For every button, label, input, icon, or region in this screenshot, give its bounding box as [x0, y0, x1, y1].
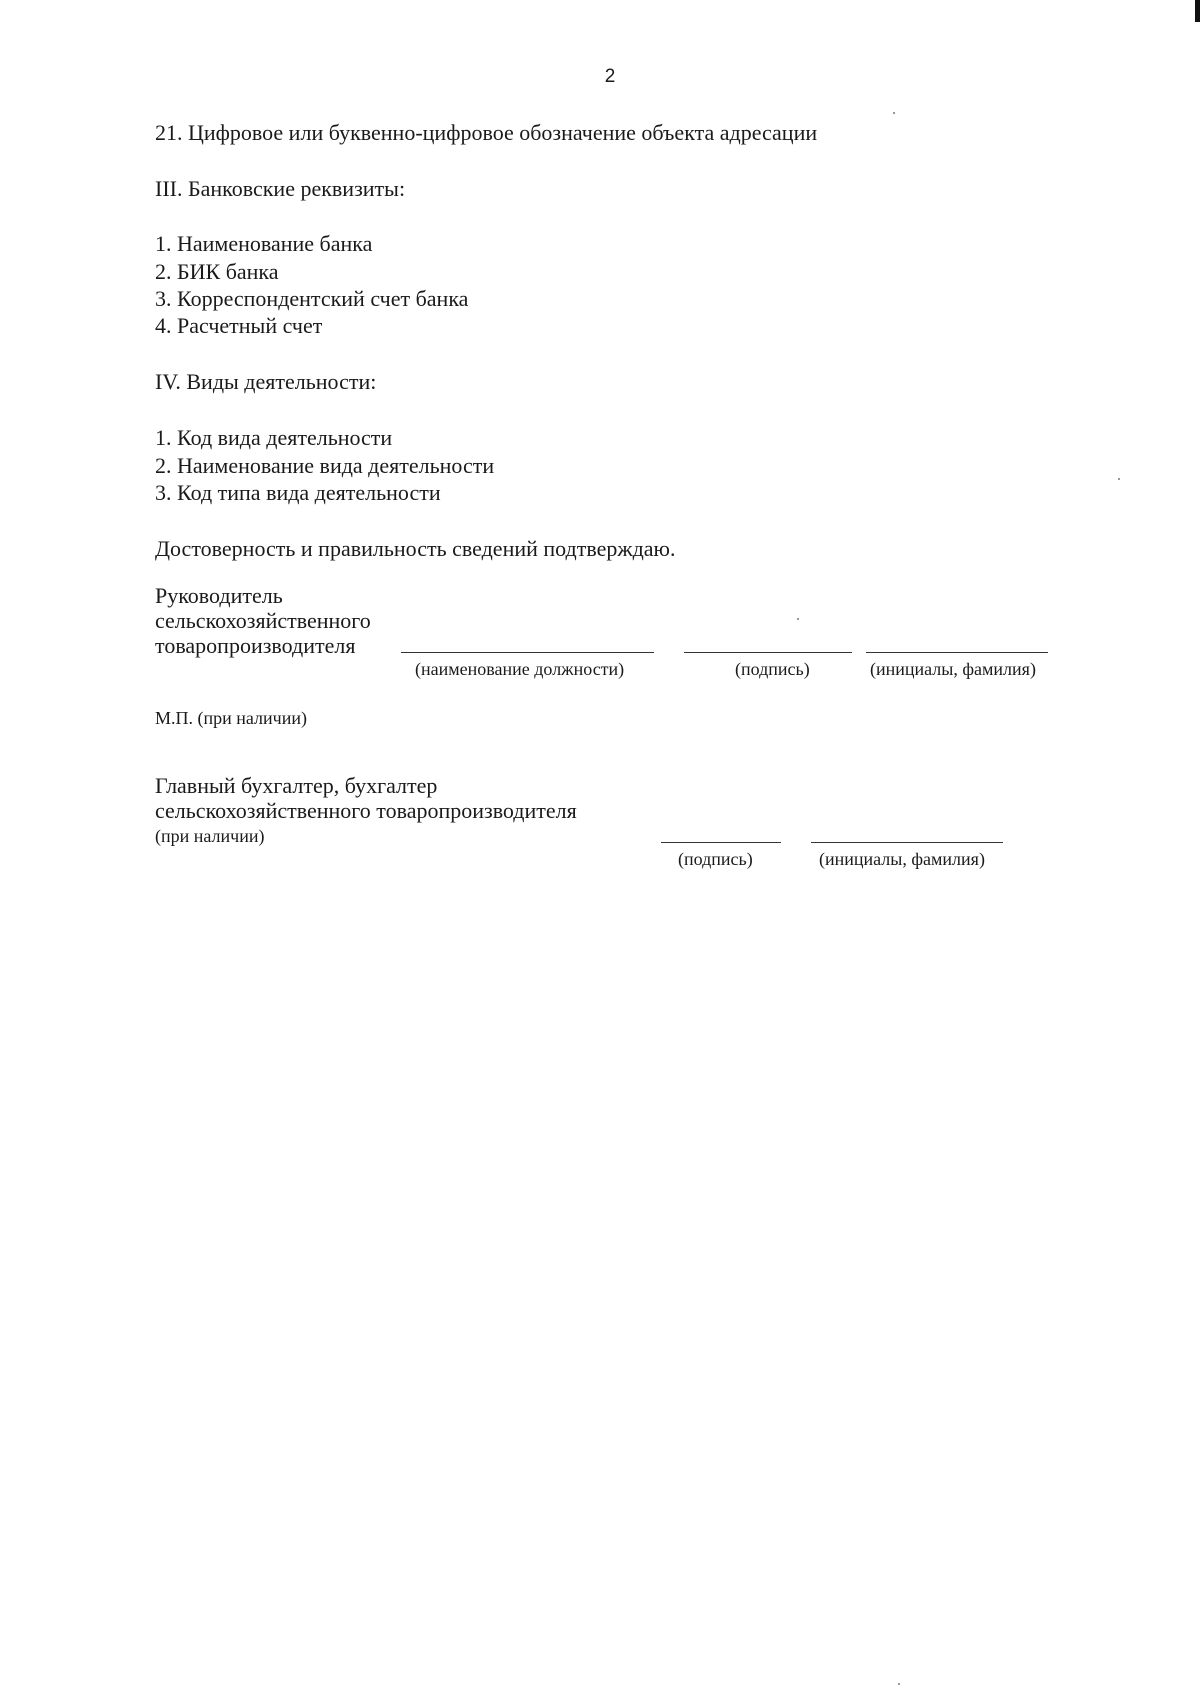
scan-speck: [893, 112, 895, 114]
name-signature-line: [866, 652, 1048, 653]
section-4-item: 3. Код типа вида деятельности: [155, 480, 441, 505]
accountant-note: (при наличии): [155, 826, 265, 846]
accountant-role-line: сельскохозяйственного товаропроизводителя: [155, 798, 577, 823]
accountant-role-line: Главный бухгалтер, бухгалтер: [155, 773, 438, 798]
head-role-line: товаропроизводителя: [155, 633, 356, 658]
position-caption: (наименование должности): [415, 659, 625, 679]
signature-line: [684, 652, 852, 653]
scan-speck: [898, 1683, 900, 1685]
scan-speck: [1118, 478, 1120, 480]
section-3-heading: III. Банковские реквизиты:: [155, 176, 406, 201]
item-21: 21. Цифровое или буквенно-цифровое обозначение объекта адресации: [155, 120, 818, 145]
scan-edge-mark: [1195, 0, 1200, 22]
seal-note: М.П. (при наличии): [155, 708, 307, 728]
head-role-line: сельскохозяйственного: [155, 608, 371, 633]
accountant-signature-line: [661, 842, 781, 843]
accountant-name-caption: (инициалы, фамилия): [819, 849, 985, 869]
page-number: 2: [604, 66, 616, 87]
confirmation-statement: Достоверность и правильность сведений подтверждаю.: [155, 536, 676, 561]
section-3-item: 1. Наименование банка: [155, 231, 373, 256]
section-4-heading: IV. Виды деятельности:: [155, 369, 377, 394]
position-signature-line: [401, 652, 654, 653]
section-3-item: 3. Корреспондентский счет банка: [155, 286, 469, 311]
head-role-line: Руководитель: [155, 583, 283, 608]
accountant-signature-caption: (подпись): [678, 849, 753, 869]
section-3-item: 4. Расчетный счет: [155, 313, 323, 338]
section-3-item: 2. БИК банка: [155, 259, 279, 284]
accountant-name-line: [811, 842, 1003, 843]
signature-caption: (подпись): [735, 659, 810, 679]
section-4-item: 1. Код вида деятельности: [155, 425, 393, 450]
section-4-item: 2. Наименование вида деятельности: [155, 453, 495, 478]
name-caption: (инициалы, фамилия): [870, 659, 1036, 679]
scan-speck: [797, 618, 799, 620]
